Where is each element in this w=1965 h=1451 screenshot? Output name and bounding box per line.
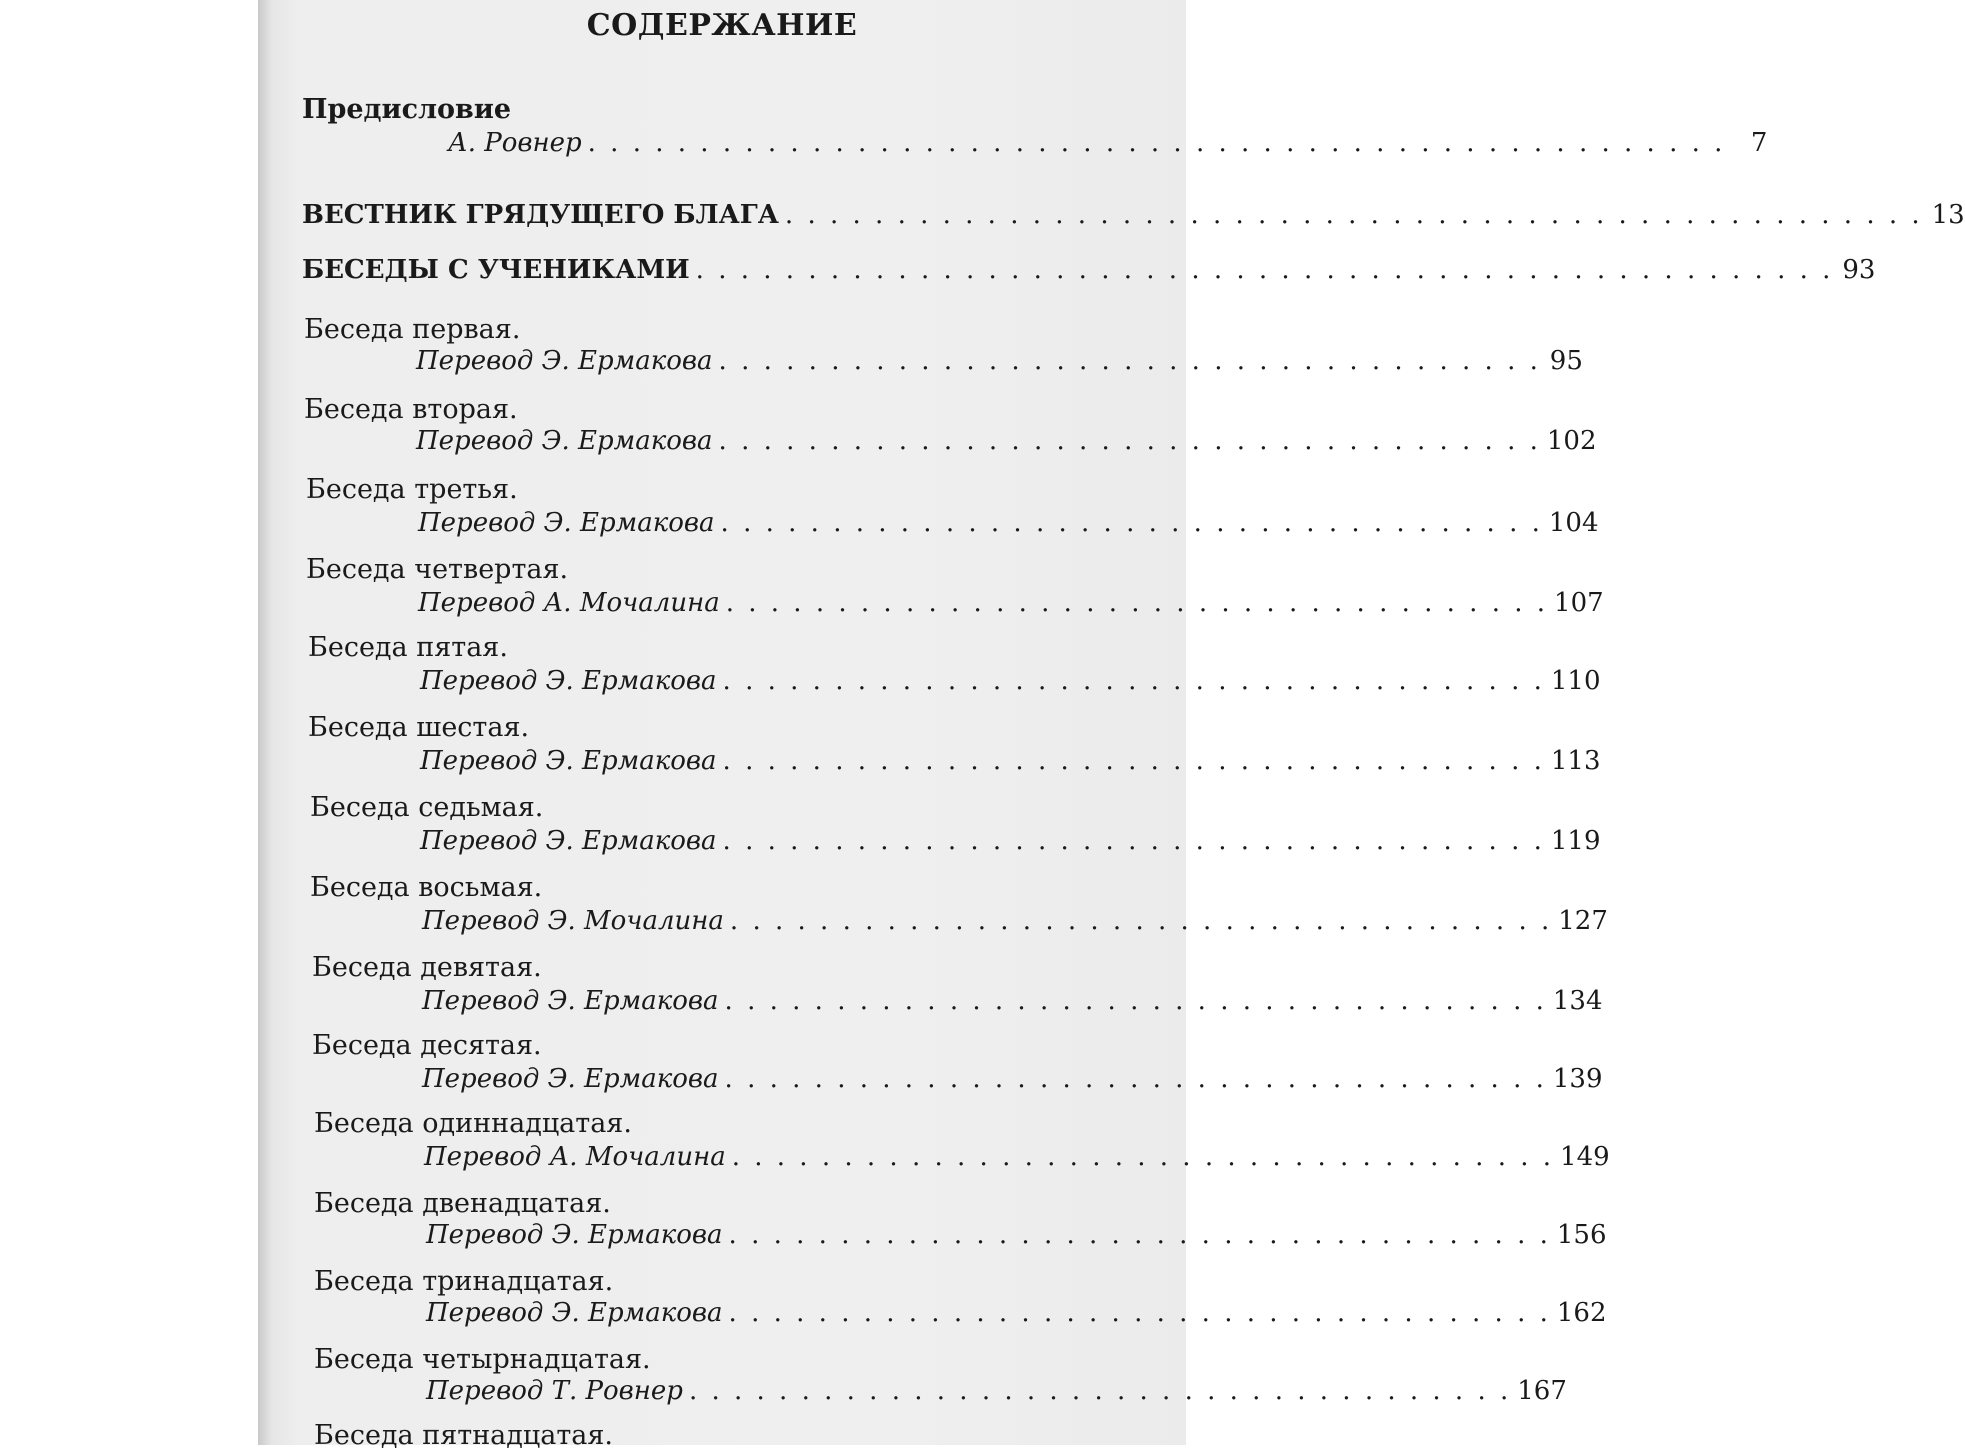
leader-dots: . . . . . . . . . . . . . . . . . . . . . . . . . . . . . . . . . . . . . xyxy=(722,746,1545,776)
toc-entry-title: Беседа девятая. xyxy=(312,952,542,983)
toc-entry-row[interactable] xyxy=(422,986,1603,1016)
toc-entry-title: Беседа четырнадцатая. xyxy=(314,1344,651,1375)
toc-entry-translator: Перевод Э. Ермакова xyxy=(426,1220,723,1250)
toc-entry-translator: Перевод Э. Ермакова xyxy=(416,426,713,456)
toc-entry-translator: Перевод А. Мочалина xyxy=(424,1142,726,1172)
leader-dots: . . . . . . . . . . . . . . . . . . . . . . . . . . . . . . . . . . . . . . . . . . . . . . . . . . . xyxy=(695,255,1834,285)
page-title: СОДЕРЖАНИЕ xyxy=(586,8,858,43)
toc-page-number: 156 xyxy=(1556,1220,1607,1250)
toc-entry-row[interactable] xyxy=(416,426,1597,456)
toc-entry-title: Беседа пятая. xyxy=(308,632,508,663)
toc-entry-translator: Перевод Э. Ермакова xyxy=(420,826,717,856)
toc-entry-translator: Перевод Э. Ермакова xyxy=(420,746,717,776)
toc-entry-translator: Перевод Э. Мочалина xyxy=(422,906,724,936)
toc-page-number: 139 xyxy=(1552,1064,1603,1094)
toc-entry-title: Беседа тринадцатая. xyxy=(314,1266,614,1297)
toc-entry-author: А. Ровнер xyxy=(448,128,582,158)
toc-entry-translator: Перевод Э. Ермакова xyxy=(426,1298,723,1328)
toc-page-number: 104 xyxy=(1548,508,1599,538)
toc-entry-row[interactable] xyxy=(420,746,1601,776)
toc-entry-title: Беседа седьмая. xyxy=(310,792,544,823)
toc-entry-translator: Перевод Э. Ермакова xyxy=(418,508,715,538)
toc-entry-row[interactable] xyxy=(418,508,1599,538)
toc-entry-translator: Перевод Э. Ермакова xyxy=(416,346,713,376)
leader-dots: . . . . . . . . . . . . . . . . . . . . . . . . . . . . . . . . . . . . . xyxy=(728,1220,1551,1250)
toc-entry-title: Беседа первая. xyxy=(304,314,521,345)
leader-dots: . . . . . . . . . . . . . . . . . . . . . . . . . . . . . . . . . . . . . . . . . . . . . . . . . . . xyxy=(587,128,1726,158)
leader-dots: . . . . . . . . . . . . . . . . . . . . . . . . . . . . . . . . . . . . . xyxy=(718,346,1541,376)
toc-entry-row[interactable] xyxy=(448,128,1768,158)
leader-dots: . . . . . . . . . . . . . . . . . . . . . . . . . . . . . . . . . . . . . xyxy=(728,1298,1551,1328)
toc-entry-translator: Перевод Э. Ермакова xyxy=(422,986,719,1016)
toc-entry-row[interactable] xyxy=(426,1298,1607,1328)
toc-entry-row[interactable] xyxy=(422,906,1608,936)
book-page xyxy=(258,0,1965,1451)
toc-entry-title: Беседа четвертая. xyxy=(306,554,569,585)
toc-page-number: 107 xyxy=(1554,588,1604,618)
leader-dots: . . . . . . . . . . . . . . . . . . . . . . . . . . . . . . . . . . . . . xyxy=(724,986,1547,1016)
toc-entry-title: Беседа десятая. xyxy=(312,1030,542,1061)
toc-page-number: 167 xyxy=(1517,1376,1567,1406)
toc-entry-row[interactable] xyxy=(426,1376,1567,1406)
toc-entry-title: Беседа вторая. xyxy=(304,394,518,425)
toc-page-number: 110 xyxy=(1550,666,1601,696)
toc-entry-row[interactable] xyxy=(420,826,1601,856)
toc-entry-translator: Перевод Э. Ермакова xyxy=(420,666,717,696)
toc-entry-row[interactable] xyxy=(418,588,1604,618)
leader-dots: . . . . . . . . . . . . . . . . . . . . . . . . . . . . . . . . . . . . . xyxy=(722,826,1545,856)
leader-dots: . . . . . . . . . . . . . . . . . . . . . . . . . . . . . . . . . . . . . xyxy=(724,1064,1547,1094)
toc-page-number: 7 xyxy=(1750,128,1768,158)
toc-entry-title: Беседа восьмая. xyxy=(310,872,543,903)
leader-dots: . . . . . . . . . . . . . . . . . . . . . . . . . . . . . . . . . . . . . xyxy=(688,1376,1512,1406)
toc-entry-row[interactable] xyxy=(302,200,1965,230)
toc-entry-title: Беседа пятнадцатая. xyxy=(314,1420,614,1451)
toc-entry-title: БЕСЕДЫ С УЧЕНИКАМИ xyxy=(302,255,690,285)
toc-entry-row[interactable] xyxy=(426,1220,1607,1250)
leader-dots: . . . . . . . . . . . . . . . . . . . . . . . . . . . . . . . . . . . . . xyxy=(731,1142,1555,1172)
toc-page-number: 13 xyxy=(1931,200,1965,230)
toc-entry-translator: Перевод Э. Ермакова xyxy=(422,1064,719,1094)
toc-entry-row[interactable] xyxy=(420,666,1601,696)
toc-page-number: 127 xyxy=(1558,906,1608,936)
leader-dots: . . . . . . . . . . . . . . . . . . . . . . . . . . . . . . . . . . . . . . . . . . . . . . . . . . . xyxy=(784,200,1923,230)
leader-dots: . . . . . . . . . . . . . . . . . . . . . . . . . . . . . . . . . . . . . xyxy=(720,508,1543,538)
toc-page-number: 134 xyxy=(1552,986,1603,1016)
toc-entry-title: Беседа третья. xyxy=(306,474,518,505)
toc-entry-title: Беседа шестая. xyxy=(308,712,530,743)
toc-entry-title: Беседа двенадцатая. xyxy=(314,1188,611,1219)
toc-page-number: 149 xyxy=(1560,1142,1610,1172)
toc-entry-row[interactable] xyxy=(424,1142,1610,1172)
leader-dots: . . . . . . . . . . . . . . . . . . . . . . . . . . . . . . . . . . . . . xyxy=(729,906,1553,936)
toc-entry-row[interactable] xyxy=(416,346,1583,376)
toc-entry-translator: Перевод А. Мочалина xyxy=(418,588,720,618)
toc-page-number: 113 xyxy=(1550,746,1601,776)
toc-page-number: 93 xyxy=(1842,255,1876,285)
toc-entry-row[interactable] xyxy=(302,255,1876,285)
toc-entry-row[interactable] xyxy=(422,1064,1603,1094)
toc-page-number: 102 xyxy=(1546,426,1597,456)
toc-entry-translator: Перевод Т. Ровнер xyxy=(426,1376,683,1406)
toc-page-number: 162 xyxy=(1556,1298,1607,1328)
toc-page-number: 95 xyxy=(1549,346,1583,376)
toc-entry-title: ВЕСТНИК ГРЯДУЩЕГО БЛАГА xyxy=(302,200,779,230)
toc-page-number: 119 xyxy=(1550,826,1601,856)
toc-entry-title: Предисловие xyxy=(302,94,512,125)
toc-entry-title: Беседа одиннадцатая. xyxy=(314,1108,632,1139)
leader-dots: . . . . . . . . . . . . . . . . . . . . . . . . . . . . . . . . . . . . . xyxy=(725,588,1549,618)
leader-dots: . . . . . . . . . . . . . . . . . . . . . . . . . . . . . . . . . . . . . xyxy=(718,426,1541,456)
leader-dots: . . . . . . . . . . . . . . . . . . . . . . . . . . . . . . . . . . . . . xyxy=(722,666,1545,696)
